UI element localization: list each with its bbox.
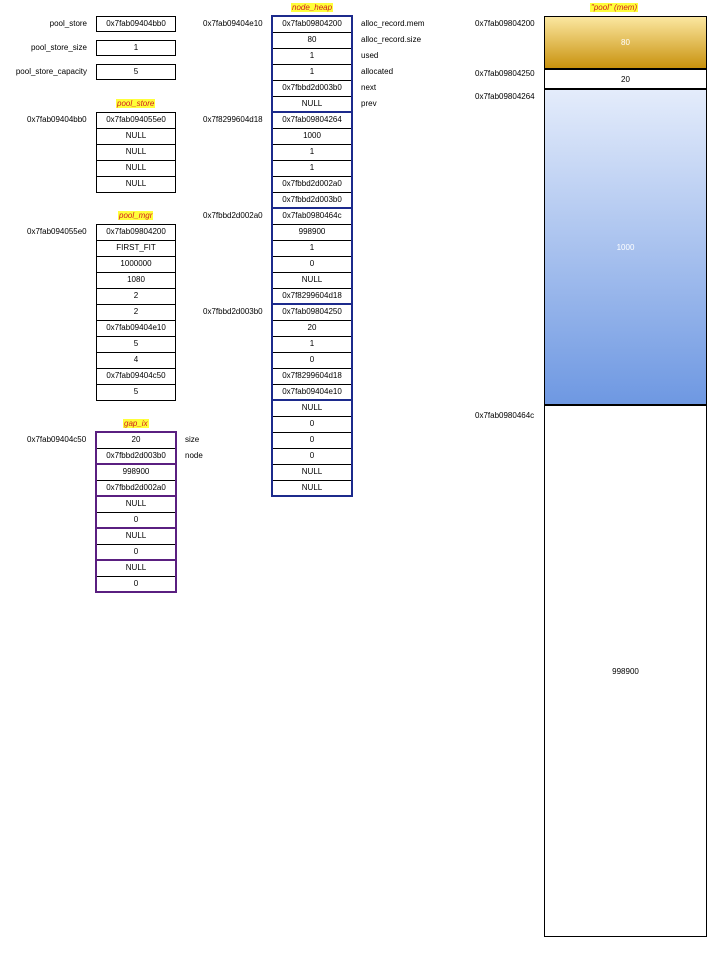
node-heap-cell: 1 xyxy=(272,64,352,81)
node-heap-cell: 998900 xyxy=(272,224,352,241)
node-heap-address-2: 0x7fbbd2d002a0 xyxy=(203,211,263,220)
pool-mgr-cell: 0x7fab09804200 xyxy=(96,224,176,241)
node-heap-cell: 1000 xyxy=(272,128,352,145)
pool-store-size-label: pool_store_size xyxy=(30,43,87,52)
pool-mgr-cell: 4 xyxy=(96,352,176,369)
gap-ix-cell: NULL xyxy=(96,496,176,513)
pool-mem-block-2-size: 1000 xyxy=(616,242,635,252)
pool-mgr-cell: 2 xyxy=(96,288,176,305)
pool-store-title: pool_store xyxy=(117,99,155,108)
gap-ix-cell: 0x7fbbd2d003b0 xyxy=(96,448,176,465)
pool-store-cell: NULL xyxy=(96,144,176,161)
node-heap-cell: 1 xyxy=(272,160,352,177)
pool-store-address: 0x7fab09404bb0 xyxy=(27,115,87,124)
node-heap-cell: 80 xyxy=(272,32,352,49)
pool-mgr-cell: 0x7fab09404e10 xyxy=(96,320,176,337)
node-heap-cell: NULL xyxy=(272,400,352,417)
pool-mgr-title: pool_mgr xyxy=(119,211,153,220)
gap-ix-cell: NULL xyxy=(96,560,176,577)
node-heap-cell: 0x7f8299604d18 xyxy=(272,288,352,305)
node-field-label-size: alloc_record.size xyxy=(361,35,422,44)
node-heap-cell: 0x7fab09804264 xyxy=(272,112,352,129)
node-heap-cell: NULL xyxy=(272,480,352,497)
pool-mem-block-0-size: 80 xyxy=(621,38,630,47)
gap-ix-size-label: size xyxy=(185,435,200,444)
pool-mem-address-2: 0x7fab09804264 xyxy=(475,92,535,101)
pool-mgr-address: 0x7fab094055e0 xyxy=(27,227,87,236)
pool-mem-address-1: 0x7fab09804250 xyxy=(475,69,535,78)
node-heap-cell: 0 xyxy=(272,352,352,369)
node-heap-cell: 0 xyxy=(272,256,352,273)
pool-store-capacity-label: pool_store_capacity xyxy=(15,67,87,76)
node-heap-cell: 0x7fbbd2d003b0 xyxy=(272,192,352,209)
node-heap-address-0: 0x7fab09404e10 xyxy=(203,19,263,28)
pool-mem-block-1 xyxy=(544,69,707,89)
gap-ix-cell: 0 xyxy=(96,512,176,529)
gap-ix-title: gap_ix xyxy=(124,419,148,428)
gap-ix-cell: 0 xyxy=(96,576,176,593)
node-field-label-next: next xyxy=(361,83,377,92)
node-heap-title: node_heap xyxy=(292,3,333,12)
node-heap-cell: 0x7fab09404e10 xyxy=(272,384,352,401)
gap-ix-cell: 998900 xyxy=(96,464,176,481)
node-field-label-prev: prev xyxy=(361,99,377,108)
node-heap-cell: 0x7fab09804200 xyxy=(272,16,352,33)
node-heap-cell: 20 xyxy=(272,320,352,337)
node-heap-cell: 0x7f8299604d18 xyxy=(272,368,352,385)
pool-store-cell: NULL xyxy=(96,160,176,177)
node-field-label-used: used xyxy=(361,51,379,60)
pool-mgr-cell: 5 xyxy=(96,384,176,401)
pool-mgr-cell: 2 xyxy=(96,304,176,321)
pool-mem-address-3: 0x7fab0980464c xyxy=(475,411,535,420)
node-heap-cell: 1 xyxy=(272,48,352,65)
pool-mem-block-3 xyxy=(544,405,707,937)
pool-store-cell: NULL xyxy=(96,128,176,145)
node-heap-cell: 1 xyxy=(272,336,352,353)
pool-mem-title: "pool" (mem) xyxy=(591,3,638,12)
gap-ix-cell: 20 xyxy=(96,432,176,449)
gap-ix-address: 0x7fab09404c50 xyxy=(27,435,87,444)
pool-store-cell: NULL xyxy=(96,176,176,193)
pool-mem-block-3-size: 998900 xyxy=(612,666,639,676)
gap-ix-cell: 0 xyxy=(96,544,176,561)
gap-ix-cell: 0x7fbbd2d002a0 xyxy=(96,480,176,497)
pool-store-ptr-value: 0x7fab09404bb0 xyxy=(96,16,176,32)
pool-store-ptr-label: pool_store xyxy=(49,19,87,28)
node-heap-cell: 0 xyxy=(272,432,352,449)
pool-mgr-cell: 5 xyxy=(96,336,176,353)
pool-mem-block-0 xyxy=(544,16,707,69)
node-heap-cell: 0x7fbbd2d003b0 xyxy=(272,80,352,97)
pool-mgr-cell: 1000000 xyxy=(96,256,176,273)
pool-mgr-cell: 1080 xyxy=(96,272,176,289)
node-heap-cell: 1 xyxy=(272,144,352,161)
node-heap-address-3: 0x7fbbd2d003b0 xyxy=(203,307,263,316)
node-heap-cell: NULL xyxy=(272,272,352,289)
node-heap-cell: 0x7fbbd2d002a0 xyxy=(272,176,352,193)
node-field-label-mem: alloc_record.mem xyxy=(361,19,425,28)
pool-store-cell: 0x7fab094055e0 xyxy=(96,112,176,129)
gap-ix-cell: NULL xyxy=(96,528,176,545)
node-heap-cell: 0 xyxy=(272,416,352,433)
pool-mem-address-0: 0x7fab09804200 xyxy=(475,19,535,28)
pool-mem-block-2 xyxy=(544,89,707,405)
pool-mgr-cell: 0x7fab09404c50 xyxy=(96,368,176,385)
node-heap-cell: 1 xyxy=(272,240,352,257)
node-heap-address-1: 0x7f8299604d18 xyxy=(203,115,263,124)
node-heap-cell: 0 xyxy=(272,448,352,465)
pool-mgr-cell: FIRST_FIT xyxy=(96,240,176,257)
pool-mem-block-1-size: 20 xyxy=(621,74,630,84)
node-heap-cell: 0x7fab09804250 xyxy=(272,304,352,321)
pool-store-size-value: 1 xyxy=(96,40,176,56)
node-heap-cell: NULL xyxy=(272,96,352,113)
pool-store-capacity-value: 5 xyxy=(96,64,176,80)
node-heap-cell: NULL xyxy=(272,464,352,481)
node-field-label-allocated: allocated xyxy=(361,67,394,76)
gap-ix-node-label: node xyxy=(185,451,203,460)
node-heap-cell: 0x7fab0980464c xyxy=(272,208,352,225)
